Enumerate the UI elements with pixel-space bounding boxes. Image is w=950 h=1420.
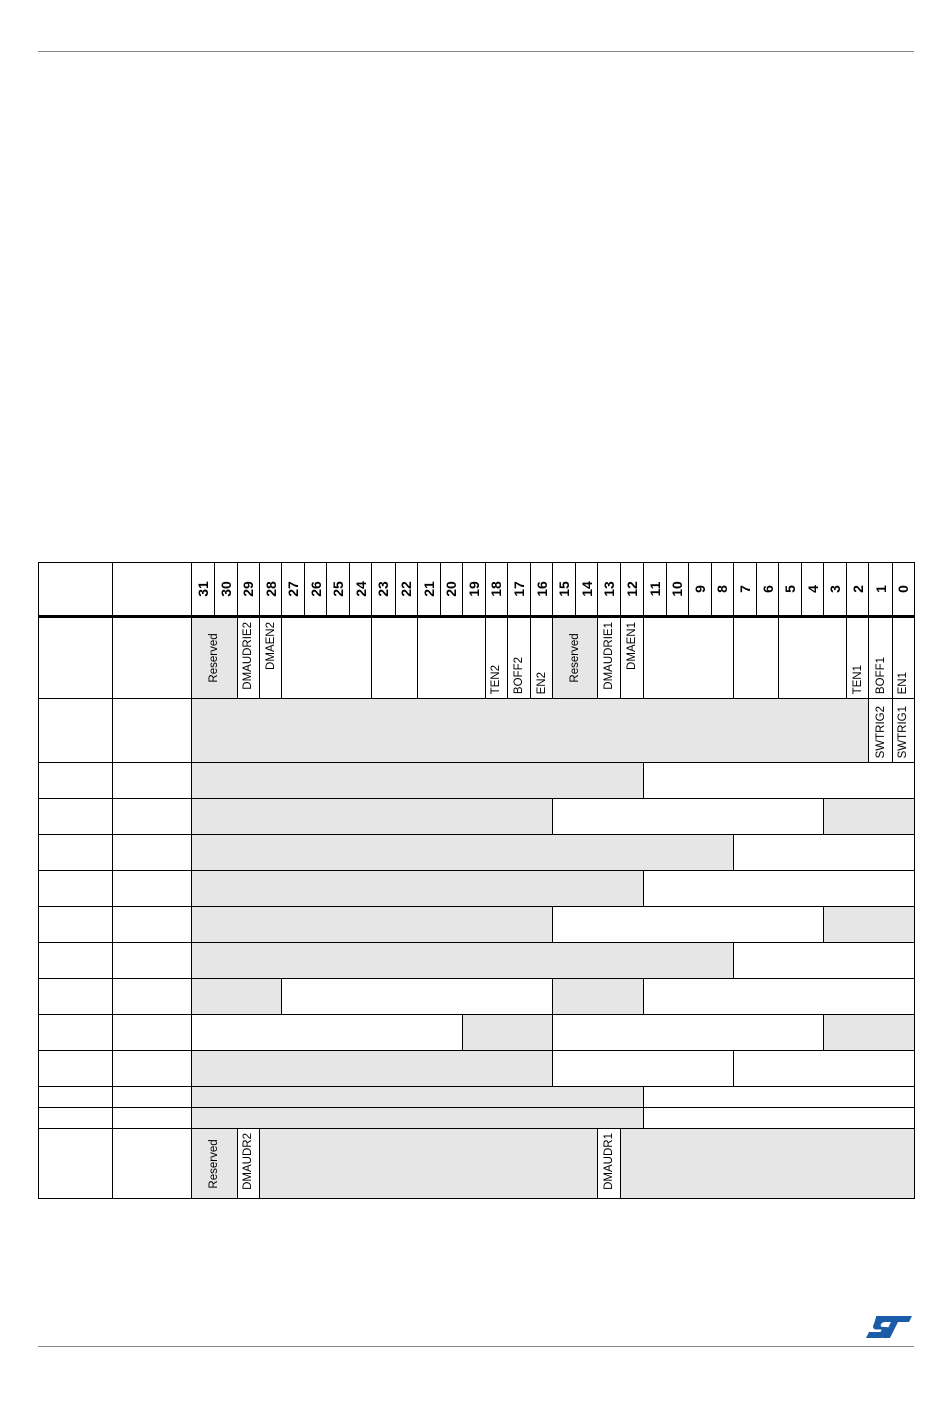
reserved-field [191,1051,553,1087]
register-name-cell [113,799,191,835]
header-rule [38,51,914,52]
bit-4-cell: 4 [802,563,824,617]
bit-18-cell: 18 [485,563,507,617]
register-name-cell [113,1087,191,1108]
reserved-field [191,907,553,943]
data-field [553,799,824,835]
field-mamp1 [643,617,733,699]
bit-25-cell: 25 [327,563,350,617]
reserved-field [191,871,643,907]
field-swtrig1: SWTRIG1 [892,699,914,763]
bit-24-cell: 24 [350,563,372,617]
bit-27-cell: 27 [282,563,305,617]
register-row-6 [39,835,915,871]
register-map-table [38,562,915,1199]
bit-19-cell: 19 [462,563,485,617]
field-en1: EN1 [892,617,914,699]
bit-6-cell: 6 [757,563,779,617]
data-field [643,763,914,799]
register-name-cell [113,617,191,699]
offset-cell [39,699,113,763]
offset-cell [39,871,113,907]
register-row-sr [39,1129,915,1199]
register-row-9 [39,943,915,979]
offset-cell [39,1015,113,1051]
field-dmaudr2: DMAUDR2 [237,1129,259,1199]
reserved-field [824,907,915,943]
bit-0-cell: 0 [892,563,914,617]
bit-3-cell: 3 [824,563,847,617]
field-dmaudrie2: DMAUDRIE2 [237,617,259,699]
bit-7-cell: 7 [733,563,756,617]
bit-1-cell: 1 [869,563,892,617]
field-ten2: TEN2 [485,617,507,699]
bit-13-cell: 13 [598,563,621,617]
data-field [643,1108,914,1129]
reserved-field [191,1108,643,1129]
data-field [733,835,914,871]
register-row-7 [39,871,915,907]
offset-cell [39,1087,113,1108]
register-row-11 [39,1015,915,1051]
offset-cell [39,799,113,835]
bit-28-cell: 28 [259,563,281,617]
field-dmaen1: DMAEN1 [621,617,643,699]
register-name-cell [113,1051,191,1087]
bit-5-cell: 5 [779,563,802,617]
bit-22-cell: 22 [395,563,417,617]
st-logo-icon [866,1314,912,1340]
register-row-5 [39,799,915,835]
bit-30-cell: 30 [214,563,237,617]
data-field [733,943,914,979]
bit-14-cell: 14 [576,563,598,617]
register-name-cell [113,943,191,979]
register-row-12 [39,1051,915,1087]
offset-cell [39,617,113,699]
field-dmaen2: DMAEN2 [259,617,281,699]
field-wave2 [372,617,417,699]
data-field [553,1051,734,1087]
register-name-cell [113,1108,191,1129]
register-row-13 [39,1087,915,1108]
field-en2: EN2 [531,617,553,699]
bit-15-cell: 15 [553,563,576,617]
field-tsel1 [779,617,847,699]
data-field [191,1015,462,1051]
register-header-cell [113,563,191,617]
field-swtrig2: SWTRIG2 [869,699,892,763]
data-field [553,907,824,943]
reserved-field [191,1087,643,1108]
register-name-cell [113,871,191,907]
offset-cell [39,763,113,799]
bit-number-row [39,563,915,617]
offset-cell [39,1129,113,1199]
bit-23-cell: 23 [372,563,395,617]
reserved-field [621,1129,915,1199]
register-row-cr [39,617,915,699]
data-field [282,979,553,1015]
register-row-10 [39,979,915,1015]
bit-16-cell: 16 [531,563,553,617]
bit-21-cell: 21 [417,563,440,617]
offset-cell [39,979,113,1015]
register-row-14 [39,1108,915,1129]
data-field [553,1015,824,1051]
offset-cell [39,907,113,943]
bit-9-cell: 9 [688,563,711,617]
register-name-cell [113,1129,191,1199]
reserved-field: Reserved [553,617,598,699]
reserved-field: Reserved [191,1129,237,1199]
offset-cell [39,1108,113,1129]
field-dmaudrie1: DMAUDRIE1 [598,617,621,699]
reserved-field [191,835,733,871]
reserved-field [191,699,869,763]
data-field [733,1051,914,1087]
offset-cell [39,835,113,871]
field-mamp2 [282,617,372,699]
reserved-field [553,979,643,1015]
field-wave1 [733,617,778,699]
offset-cell [39,943,113,979]
register-row-swtrigr [39,699,915,763]
bit-29-cell: 29 [237,563,259,617]
reserved-field [191,943,733,979]
offset-cell [39,1051,113,1087]
field-boff1: BOFF1 [869,617,892,699]
reserved-field [824,799,915,835]
register-row-4 [39,763,915,799]
reserved-field [259,1129,597,1199]
bit-8-cell: 8 [711,563,733,617]
reserved-field [462,1015,552,1051]
field-tsel2 [417,617,485,699]
data-field [643,1087,914,1108]
bit-10-cell: 10 [666,563,688,617]
register-row-8 [39,907,915,943]
offset-header-cell [39,563,113,617]
bit-12-cell: 12 [621,563,643,617]
reserved-field [191,979,281,1015]
reserved-field [824,1015,915,1051]
data-field [643,871,914,907]
data-field [643,979,914,1015]
bit-31-cell: 31 [191,563,214,617]
bit-17-cell: 17 [507,563,530,617]
bit-20-cell: 20 [440,563,462,617]
register-name-cell [113,1015,191,1051]
field-boff2: BOFF2 [507,617,530,699]
register-name-cell [113,763,191,799]
reserved-field [191,799,553,835]
reserved-field: Reserved [191,617,237,699]
register-name-cell [113,699,191,763]
bit-2-cell: 2 [847,563,869,617]
reserved-field [191,763,643,799]
register-name-cell [113,907,191,943]
footer-rule [38,1346,914,1347]
bit-26-cell: 26 [305,563,327,617]
field-dmaudr1: DMAUDR1 [598,1129,621,1199]
register-name-cell [113,979,191,1015]
register-name-cell [113,835,191,871]
field-ten1: TEN1 [847,617,869,699]
bit-11-cell: 11 [643,563,666,617]
